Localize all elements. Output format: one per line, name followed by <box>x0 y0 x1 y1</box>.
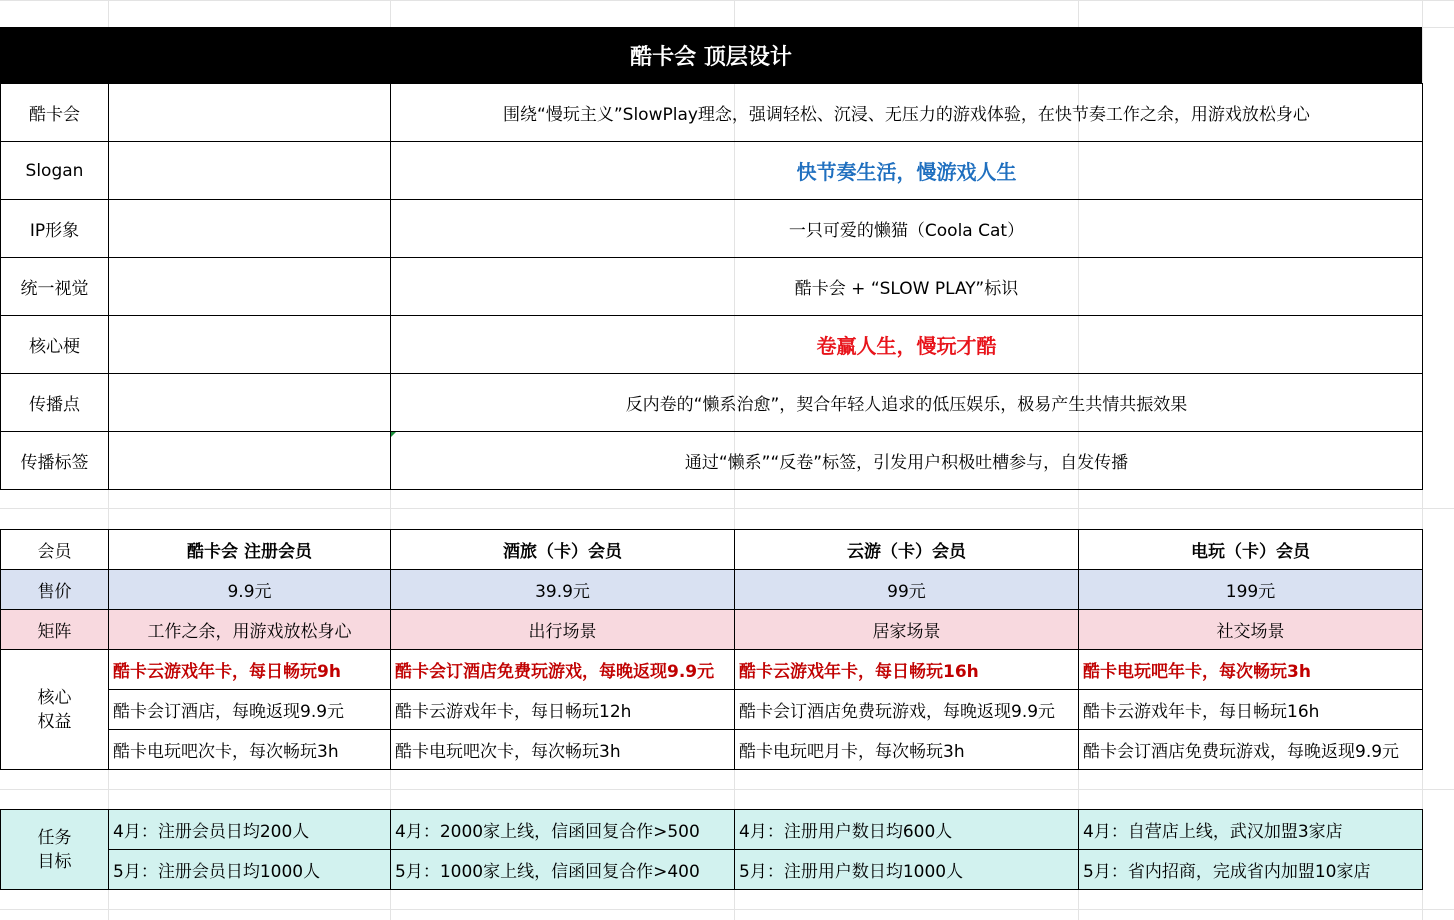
price-cell[interactable]: 199元 <box>1078 569 1423 610</box>
benefits-label-line: 核心 <box>37 687 72 708</box>
benefit-cell[interactable]: 酷卡电玩吧次卡，每次畅玩3h <box>390 729 735 770</box>
gridline <box>0 909 1454 910</box>
price-cell[interactable]: 9.9元 <box>108 569 391 610</box>
membership-header-label[interactable]: 会员 <box>0 529 109 570</box>
task-label-line: 任务 <box>37 827 72 848</box>
benefit-cell[interactable]: 酷卡云游戏年卡，每日畅玩9h <box>108 649 391 690</box>
empty-cell[interactable] <box>108 83 391 142</box>
benefits-label[interactable] <box>0 649 109 770</box>
benefit-cell[interactable]: 酷卡电玩吧年卡，每次畅玩3h <box>1078 649 1423 690</box>
task-cell[interactable]: 4月：注册会员日均200人 <box>108 809 391 850</box>
benefit-cell[interactable]: 酷卡会订酒店免费玩游戏，每晚返现9.9元 <box>1078 729 1423 770</box>
comment-marker-icon <box>391 432 396 437</box>
gridline <box>0 0 1454 1</box>
row-value-ip[interactable]: 一只可爱的懒猫（Coola Cat） <box>390 199 1423 258</box>
benefit-cell[interactable]: 酷卡云游戏年卡，每日畅玩16h <box>734 649 1079 690</box>
row-value-meme[interactable]: 卷赢人生，慢玩才酷 <box>390 315 1423 374</box>
row-value-spread-tag[interactable]: 通过“懒系”“反卷”标签，引发用户积极吐槽参与，自发传播 <box>390 431 1423 490</box>
matrix-cell[interactable]: 工作之余，用游戏放松身心 <box>108 609 391 650</box>
benefit-cell[interactable]: 酷卡会订酒店免费玩游戏，每晚返现9.9元 <box>734 689 1079 730</box>
empty-cell[interactable] <box>108 257 391 316</box>
task-cell[interactable]: 5月：注册会员日均1000人 <box>108 849 391 890</box>
task-cell[interactable]: 5月：注册用户数日均1000人 <box>734 849 1079 890</box>
task-cell[interactable]: 4月：自营店上线，武汉加盟3家店 <box>1078 809 1423 850</box>
membership-col-header[interactable]: 酒旅（卡）会员 <box>390 529 735 570</box>
empty-cell[interactable] <box>108 373 391 432</box>
matrix-cell[interactable]: 社交场景 <box>1078 609 1423 650</box>
benefit-cell[interactable]: 酷卡云游戏年卡，每日畅玩16h <box>1078 689 1423 730</box>
price-label[interactable]: 售价 <box>0 569 109 610</box>
benefit-cell[interactable]: 酷卡电玩吧次卡，每次畅玩3h <box>108 729 391 770</box>
row-label-club[interactable]: 酷卡会 <box>0 83 109 142</box>
row-label-ip[interactable]: IP形象 <box>0 199 109 258</box>
row-label-spread-point[interactable]: 传播点 <box>0 373 109 432</box>
row-label-visual[interactable]: 统一视觉 <box>0 257 109 316</box>
benefit-cell[interactable]: 酷卡会订酒店免费玩游戏，每晚返现9.9元 <box>390 649 735 690</box>
benefit-cell[interactable]: 酷卡云游戏年卡，每日畅玩12h <box>390 689 735 730</box>
benefits-label-line: 权益 <box>37 711 72 732</box>
task-cell[interactable]: 5月：1000家上线，信函回复合作>400 <box>390 849 735 890</box>
row-label-spread-tag[interactable]: 传播标签 <box>0 431 109 490</box>
membership-col-header[interactable]: 云游（卡）会员 <box>734 529 1079 570</box>
gridline <box>0 789 1454 790</box>
matrix-cell[interactable]: 居家场景 <box>734 609 1079 650</box>
benefit-cell[interactable]: 酷卡电玩吧月卡，每次畅玩3h <box>734 729 1079 770</box>
empty-cell[interactable] <box>108 431 391 490</box>
gridline <box>0 508 1454 509</box>
row-value-slogan[interactable]: 快节奏生活，慢游戏人生 <box>390 141 1423 200</box>
price-cell[interactable]: 99元 <box>734 569 1079 610</box>
row-label-meme[interactable]: 核心梗 <box>0 315 109 374</box>
empty-cell[interactable] <box>108 141 391 200</box>
row-label-slogan[interactable]: Slogan <box>0 141 109 200</box>
matrix-cell[interactable]: 出行场景 <box>390 609 735 650</box>
membership-col-header[interactable]: 酷卡会 注册会员 <box>108 529 391 570</box>
row-value-club[interactable]: 围绕“慢玩主义”SlowPlay理念，强调轻松、沉浸、无压力的游戏体验，在快节奏工作之余，用游戏放松身心 <box>390 83 1423 142</box>
task-cell[interactable]: 5月：省内招商，完成省内加盟10家店 <box>1078 849 1423 890</box>
row-value-spread-point[interactable]: 反内卷的“懒系治愈”，契合年轻人追求的低压娱乐，极易产生共情共振效果 <box>390 373 1423 432</box>
benefit-cell[interactable]: 酷卡会订酒店，每晚返现9.9元 <box>108 689 391 730</box>
empty-cell[interactable] <box>108 199 391 258</box>
task-cell[interactable]: 4月：注册用户数日均600人 <box>734 809 1079 850</box>
task-cell[interactable]: 4月：2000家上线，信函回复合作>500 <box>390 809 735 850</box>
task-label-line: 目标 <box>37 851 72 872</box>
row-value-visual[interactable]: 酷卡会 + “SLOW PLAY”标识 <box>390 257 1423 316</box>
matrix-label[interactable]: 矩阵 <box>0 609 109 650</box>
membership-col-header[interactable]: 电玩（卡）会员 <box>1078 529 1423 570</box>
price-cell[interactable]: 39.9元 <box>390 569 735 610</box>
task-label[interactable] <box>0 809 109 890</box>
empty-cell[interactable] <box>108 315 391 374</box>
page-title: 酷卡会 顶层设计 <box>0 27 1422 83</box>
